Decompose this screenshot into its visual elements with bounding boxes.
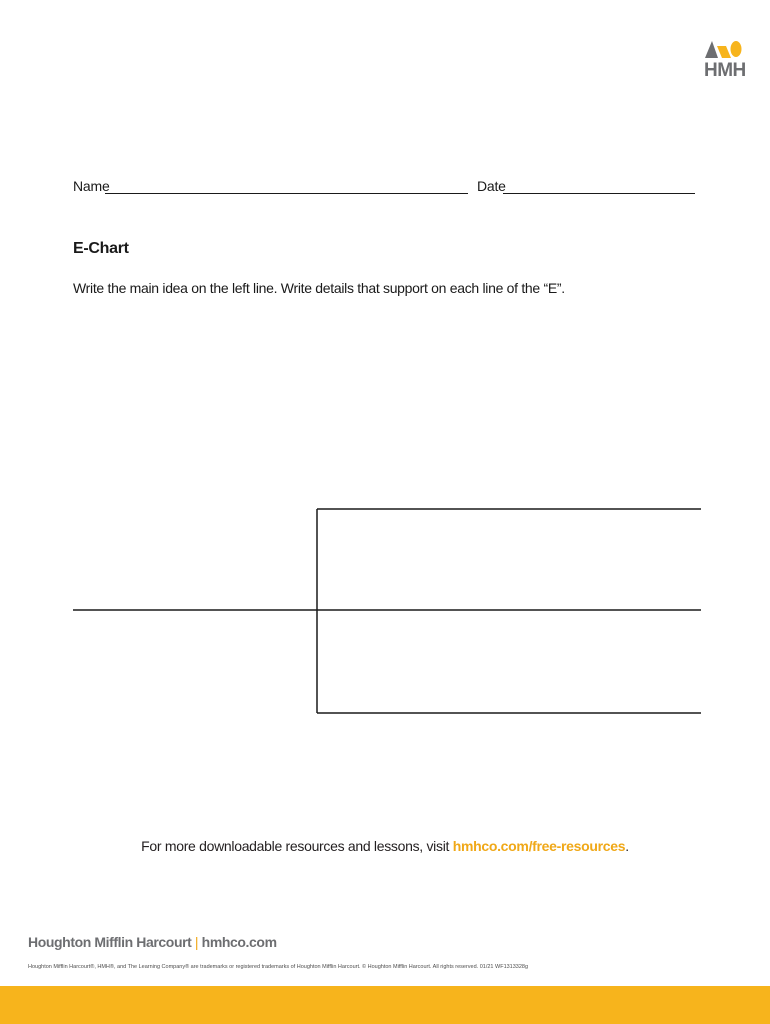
name-label: Name [73,178,110,194]
resources-link-domain: hmhco.com [452,838,529,854]
name-line[interactable] [105,193,468,194]
company-site[interactable]: hmhco.com [201,934,277,950]
worksheet-instructions: Write the main idea on the left line. Write details that support on each line of the “E”. [73,280,565,296]
legal-notice: Houghton Mifflin Harcourt®, HMH®, and The Learning Company® are trademarks or registered trademarks of Houghton Mifflin Harcourt. © Houghton Mifflin Harcourt. All rights reserved. 01/21 WF1313328g [28,964,529,970]
resources-text: For more downloadable resources and lessons, visit [141,838,453,854]
hmh-logo-text: HMH [704,60,746,81]
date-line[interactable] [503,193,695,194]
company-name: Houghton Mifflin Harcourt [28,934,192,950]
resources-link-slash: / [528,838,533,854]
footer-color-band [0,986,770,1024]
resources-link-path: free-resources [532,838,626,854]
brand-separator: | [194,934,199,950]
brand-footer [28,934,277,950]
resources-line [0,838,770,854]
hmh-logo [704,38,744,84]
worksheet-title: E-Chart [73,240,129,257]
name-date-row [73,177,703,197]
date-label: Date [477,178,506,194]
hmh-logo-shapes-icon [704,38,744,60]
resources-link[interactable] [453,838,626,854]
resources-period: . [625,838,629,854]
